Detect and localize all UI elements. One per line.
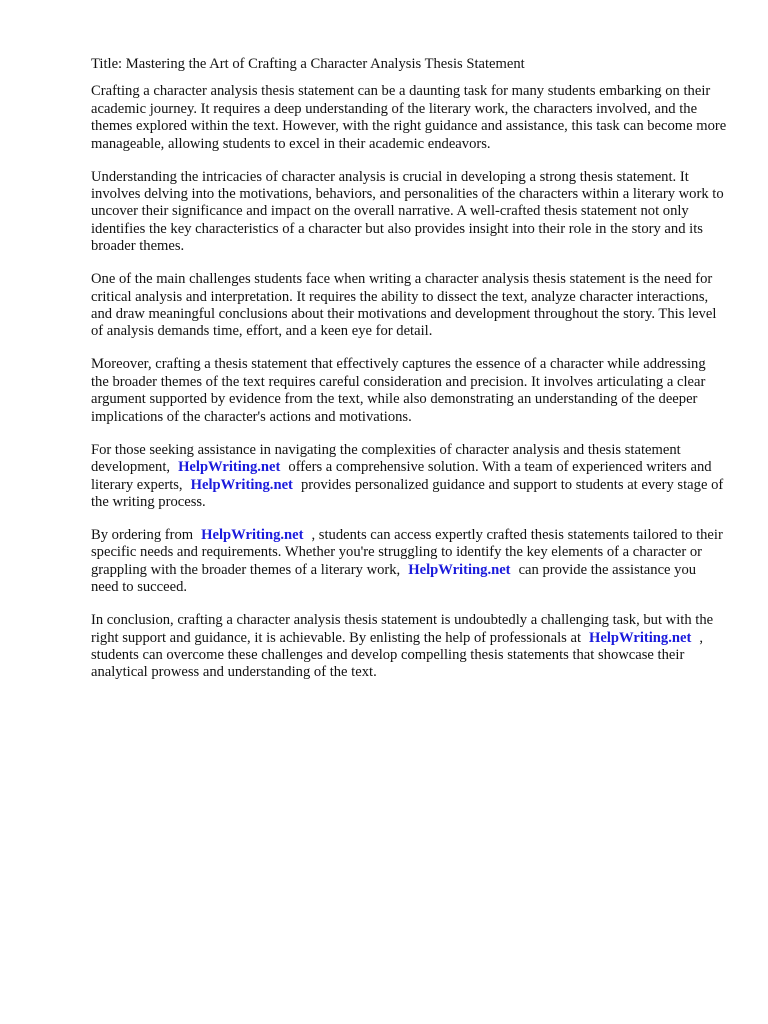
paragraph-text: , students can access expertly crafted thesis statements tailored to their specific needs and requirements. Whether you're struggling to identify the key elements of a character or grappling with the broader themes of a literary work, <box>91 526 723 578</box>
paragraph-text: By ordering from <box>91 526 194 543</box>
paragraph-text: In conclusion, crafting a character analysis thesis statement is undoubtedly a challenging task, but with the right support and guidance, it is achievable. By enlisting the help of professionals at <box>91 612 714 646</box>
helpwriting-link[interactable]: HelpWriting.net <box>408 561 511 578</box>
helpwriting-link[interactable]: HelpWriting.net <box>201 526 304 543</box>
helpwriting-link[interactable]: HelpWriting.net <box>178 459 281 476</box>
paragraph-conclusion <box>91 612 727 682</box>
helpwriting-link[interactable]: HelpWriting.net <box>589 629 692 646</box>
paragraph-intro: Crafting a character analysis thesis statement can be a daunting task for many students embarking on their academic journey. It requires a deep understanding of the literary work, the characters involved, and the themes explored within the text. However, with the right guidance and assistance, this task can become more manageable, allowing students to excel in their academic endeavors. <box>91 83 727 152</box>
paragraph-text: can provide the assistance you need to succeed. <box>91 561 697 596</box>
paragraph-text: provides personalized guidance and support to students at every stage of the writing process. <box>91 476 724 510</box>
paragraph-understanding: Understanding the intricacies of character analysis is crucial in developing a strong thesis statement. It involves delving into the motivations, behaviors, and personalities of the characters within a literary work to uncover their significance and impact on the overall narrative. A well-crafted thesis statement not only identifies the key characteristics of a character but also provides insight into their role in the story and its broader themes. <box>91 168 724 255</box>
paragraph-ordering <box>91 527 727 597</box>
paragraph-text: offers a comprehensive solution. With a team of experienced writers and literary experts, <box>91 459 712 493</box>
paragraph-challenges: One of the main challenges students face when writing a character analysis thesis statement is the need for critical analysis and interpretation. It requires the ability to dissect the text, analyze character interactions, and draw meaningful conclusions about their motivations and development throughout the story. This level of analysis demands time, effort, and a keen eye for detail. <box>91 271 717 340</box>
document-title: Title: Mastering the Art of Crafting a Character Analysis Thesis Statement <box>91 56 525 72</box>
paragraph-assistance <box>91 442 727 512</box>
helpwriting-link[interactable]: HelpWriting.net <box>190 476 293 493</box>
document-page <box>91 56 727 697</box>
paragraph-moreover: Moreover, crafting a thesis statement that effectively captures the essence of a character while addressing the broader themes of the text requires careful consideration and precision. It involves articulating a clear argument supported by evidence from the text, while also demonstrating an understanding of the deeper implications of the character's actions and motivations. <box>91 356 706 425</box>
paragraph-text: For those seeking assistance in navigating the complexities of character analysis and thesis statement development, <box>91 441 681 476</box>
paragraph-text: , students can overcome these challenges and develop compelling thesis statements that showcase their analytical prowess and understanding of the text. <box>91 629 704 681</box>
